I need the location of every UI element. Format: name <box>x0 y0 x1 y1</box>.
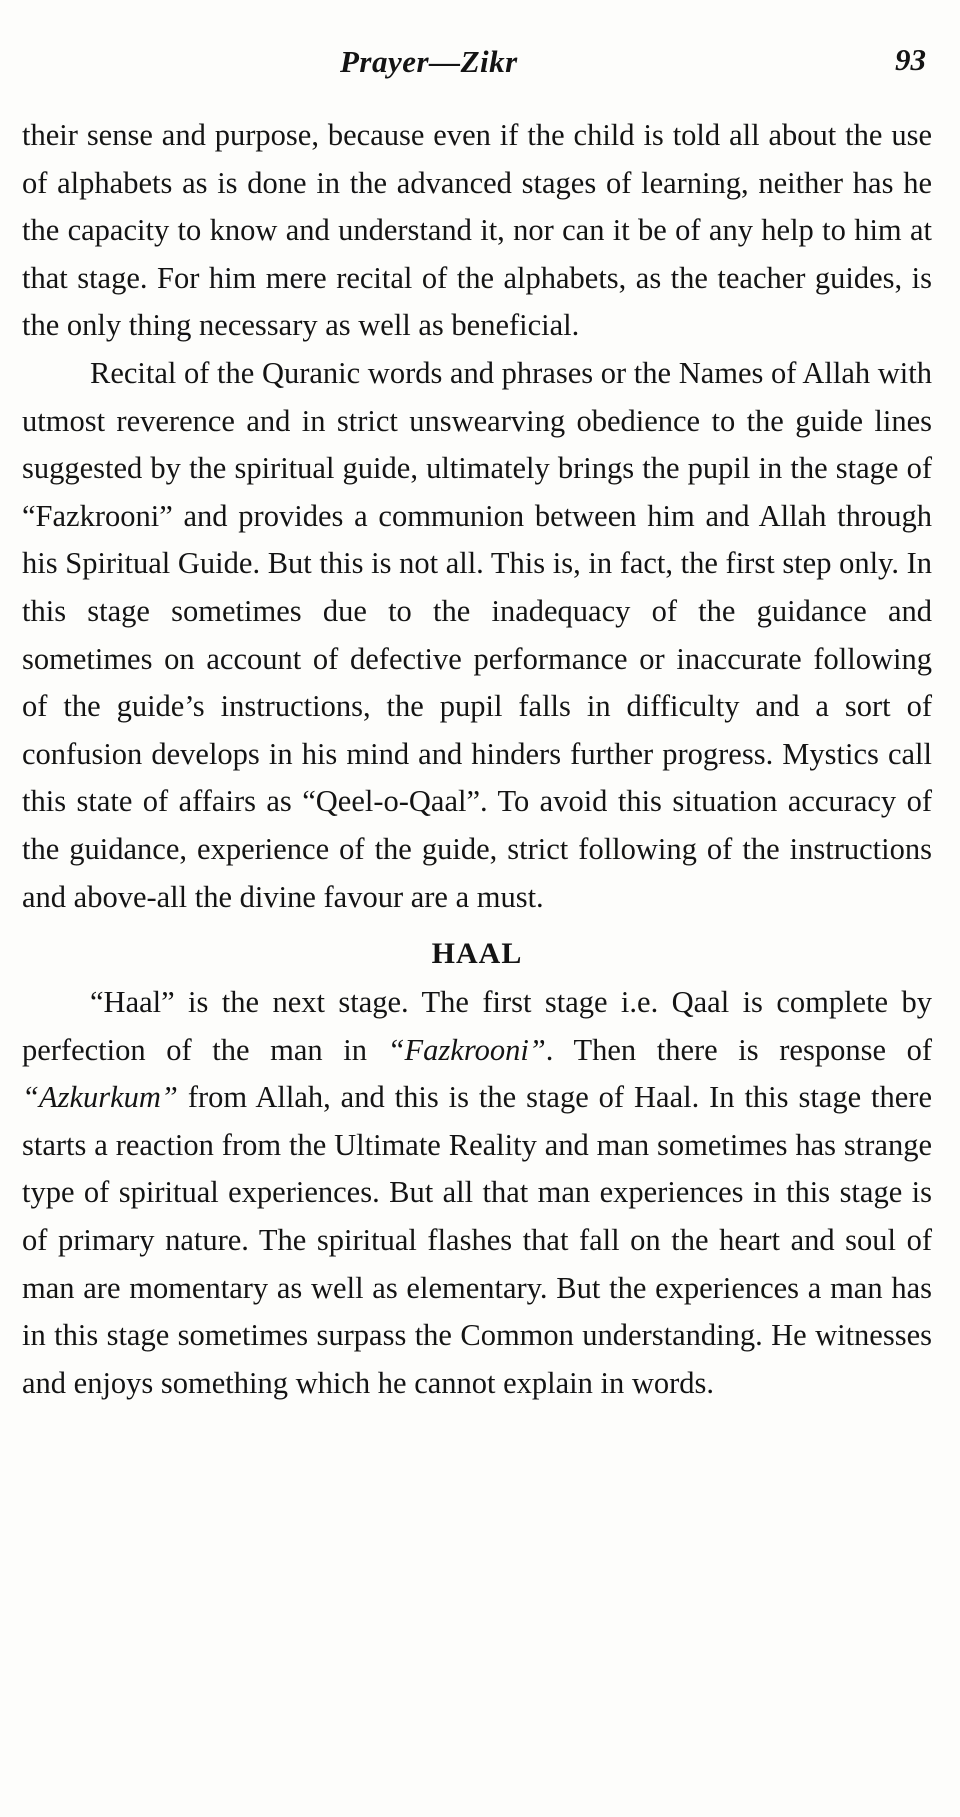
haal-text-part-3: from Allah, and this is the stage of Haal. In this stage there starts a reaction from the Ultimate Reality and man sometimes has strange type of spiritual experiences. But all that man experiences in this stage is of primary nature. The spiritual flashes that fall on the heart and soul of man are momentary as well as elementary. But the experiences a man has in this stage sometimes surpass the Common understanding. He witnesses and enjoys something which he cannot explain in words. <box>22 1080 932 1400</box>
page-number: 93 <box>895 42 926 77</box>
haal-text-part-2: . Then there is response of <box>545 1032 933 1067</box>
running-title: Prayer—Zikr <box>340 44 518 79</box>
paragraph-recital: Recital of the Quranic words and phrases or the Names of Allah with utmost reverence and in strict unswearving obedience to the guide lines suggested by the spiritual guide, ultimately brings the pupil in the stage of “Fazkrooni” and provides a communion between him and Allah through his Spiritual Guide. But this is not all. This is, in fact, the first step only. In this stage sometimes due to the inadequacy of the guidance and sometimes on account of defective performance or inaccurate following of the guide’s instructions, the pupil falls in difficulty and a sort of confusion develops in his mind and hinders further progress. Mystics call this state of affairs as “Qeel-o-Qaal”. To avoid this situation accuracy of the guidance, experience of the guide, strict following of the instructions and above-all the divine favour are a must. <box>22 355 932 914</box>
section-heading-haal: HAAL <box>431 937 523 971</box>
term-fazkrooni: “Fazkrooni” <box>387 1032 546 1067</box>
body-text <box>22 112 932 1407</box>
running-head <box>0 40 960 90</box>
haal-text-part-1: “Haal” is the next stage. The first stage i.e. Qaal is complete by perfection of the man in <box>22 985 932 1067</box>
paragraph-continued: their sense and purpose, because even if the child is told all about the use of alphabets as is done in the advanced stages of learning, neither has he the capacity to know and understand it, nor can it be of any help to him at that stage. For him mere recital of the alphabets, as the teacher guides, is the only thing necessary as well as beneficial. <box>22 118 932 343</box>
term-azkurkum: “Azkurkum” <box>22 1080 178 1115</box>
paragraph-haal <box>22 979 932 1407</box>
